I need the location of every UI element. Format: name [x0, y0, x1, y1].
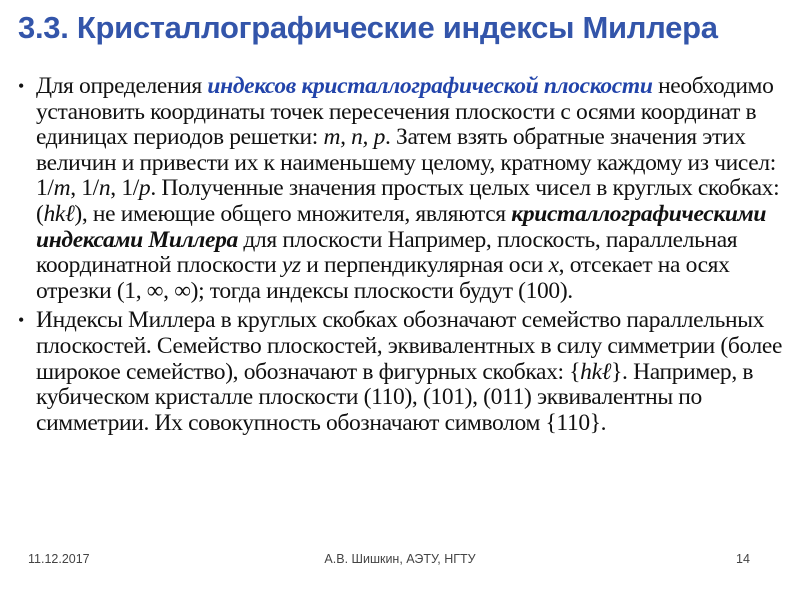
text-run: . Затем взять обратные значения этих величин и привести их к наименьшему целому, кратному каждому из чисел: 1/: [36, 124, 776, 202]
term-miller-plane-indices: индексов кристаллографической плоскости: [207, 73, 653, 99]
text-run: , 1/: [110, 175, 139, 202]
text-run: для плоскости Например, плоскость, параллельная координатной плоскости: [36, 226, 738, 279]
text-run: . Полученные значения простых целых чисел в круглых скобках: (: [36, 175, 780, 227]
text-run: Индексы Миллера в круглых скобках обозначают семейство параллельных плоскостей. Семейство плоскостей, эквивалентных в силу симметрии (более широкое семейство), обозначают в фигурных скобках: {: [36, 307, 783, 385]
var-hkl: hkℓ: [580, 358, 612, 385]
var-n: n: [98, 175, 111, 202]
footer-page-number: 14: [736, 552, 750, 566]
bullet-text-1: [36, 74, 792, 304]
bullet-text-2: [36, 308, 792, 436]
var-yz: yz: [281, 252, 301, 279]
bullet-item-1: [6, 74, 792, 304]
var-hkl: hkℓ: [43, 200, 75, 227]
var-p: p: [138, 175, 151, 202]
text-run: , 1/: [70, 175, 99, 202]
slide-title: 3.3. Кристаллографические индексы Миллера: [18, 10, 718, 45]
footer-author: А.В. Шишкин, АЭТУ, НГТУ: [324, 552, 476, 566]
footer-date: 11.12.2017: [28, 552, 90, 566]
text-run: , отсекает на осях отрезки (1, ∞, ∞); тогда индексы плоскости будут (100).: [36, 252, 730, 304]
var-m: m: [53, 175, 71, 202]
slide-body: [6, 74, 792, 440]
var-x: x: [548, 252, 559, 279]
term-miller-indices: кристаллографическими индексами Миллера: [36, 200, 767, 253]
text-run: и перпендикулярная оси: [300, 252, 549, 279]
bullet-item-2: [6, 308, 792, 436]
text-run: необходимо установить координаты точек пересечения плоскости с осями координат в единицах периодов решетки:: [36, 73, 774, 151]
text-run: }. Например, в кубическом кристалле плоскости (110), (101), (011) эквивалентны по симметрии. Их совокупность обозначают символом {110}.: [36, 358, 754, 436]
text-run: ), не имеющие общего множителя, являются: [74, 200, 512, 227]
text-run: Для определения: [36, 73, 208, 99]
bullet-marker: •: [18, 76, 24, 96]
bullet-marker: •: [18, 310, 24, 331]
var-mnp: m, n, p: [323, 124, 385, 151]
